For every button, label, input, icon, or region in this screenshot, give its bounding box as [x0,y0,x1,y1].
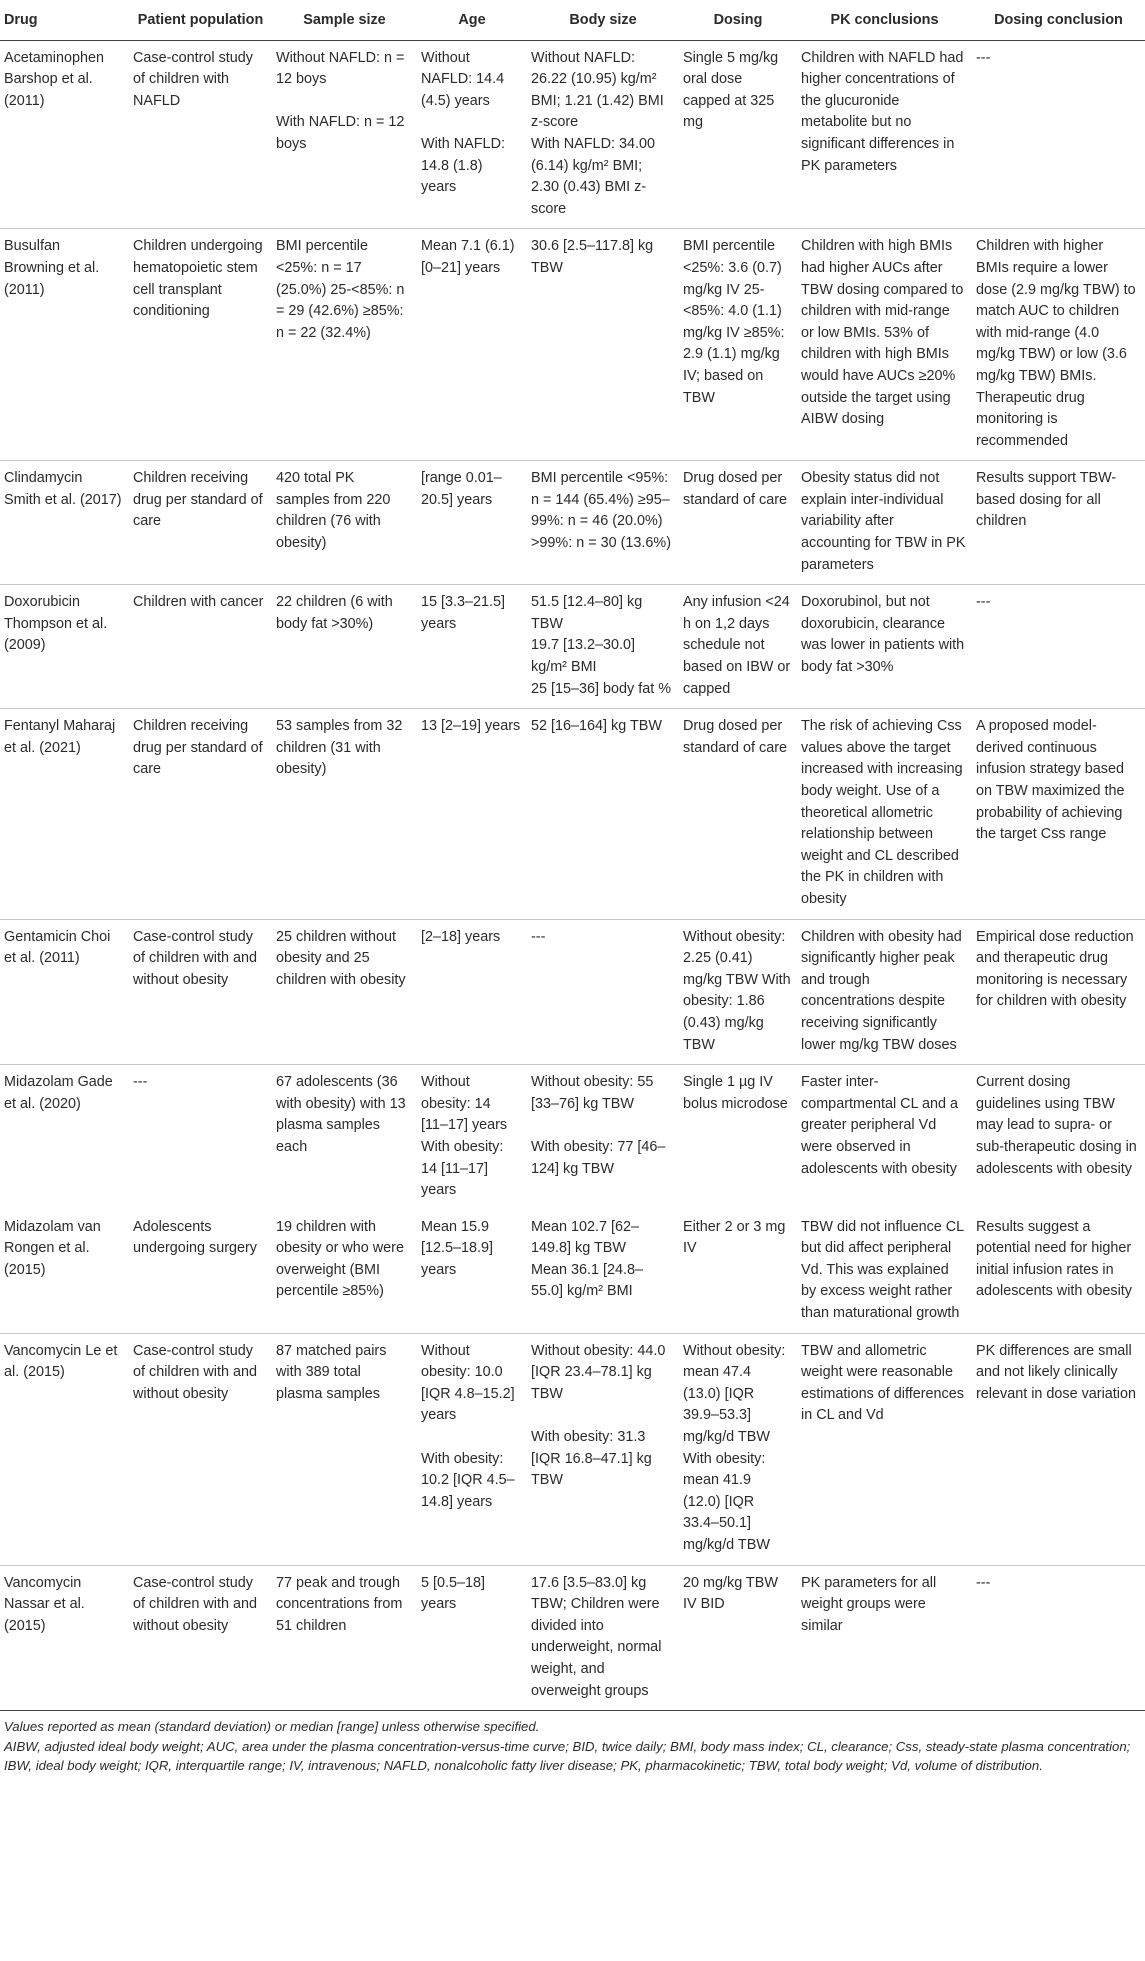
table-row [0,1333,1145,1565]
cell-age [417,40,527,229]
header-dosing-conclusion: Dosing conclusion [972,0,1145,40]
cell-pk-conclusions: TBW did not influence CL but did affect peripheral Vd. This was explained by excess weight rather than maturational growth [797,1210,972,1333]
cell-dosing: Without obesity: 2.25 (0.41) mg/kg TBW With obesity: 1.86 (0.43) mg/kg TBW [679,919,797,1065]
cell-body-size [527,1065,679,1210]
cell-age: Mean 7.1 (6.1) [0–21] years [417,229,527,461]
cell-body-size: 52 [16–164] kg TBW [527,709,679,919]
cell-pk-conclusions: Doxorubinol, but not doxorubicin, clearance was lower in patients with body fat >30% [797,585,972,709]
cell-age: 5 [0.5–18] years [417,1565,527,1711]
cell-sample-size [272,40,417,229]
cell-dosing: Drug dosed per standard of care [679,461,797,585]
cell-dosing: Single 5 mg/kg oral dose capped at 325 mg [679,40,797,229]
cell-dosing-conclusion: A proposed model-derived continuous infusion strategy based on TBW maximized the probability of achieving the target Css range [972,709,1145,919]
table-row [0,585,1145,709]
body-bmi: 19.7 [13.2–30.0] kg/m² BMI [531,637,636,676]
header-drug: Drug [0,0,129,40]
body-without: Without obesity: 44.0 [IQR 23.4–78.1] kg TBW [531,1342,666,1402]
cell-dosing: Drug dosed per standard of care [679,709,797,919]
table-row [0,1565,1145,1711]
cell-drug: Midazolam van Rongen et al. (2015) [0,1210,129,1333]
cell-population: Children receiving drug per standard of care [129,709,272,919]
header-dosing: Dosing [679,0,797,40]
cell-body-size: BMI percentile <95%: n = 144 (65.4%) ≥95–99%: n = 46 (20.0%) >99%: n = 30 (13.6%) [527,461,679,585]
cell-drug: Gentamicin Choi et al. (2011) [0,919,129,1065]
cell-age: [range 0.01–20.5] years [417,461,527,585]
sample-without: Without NAFLD: n = 12 boys [276,49,405,88]
cell-pk-conclusions: The risk of achieving Css values above the target increased with increasing body weight. Use of a theoretical allometric relationship between weight and CL described the PK in children with obesity [797,709,972,919]
cell-body-size: --- [527,919,679,1065]
cell-dosing-conclusion: Empirical dose reduction and therapeutic drug monitoring is necessary for children with obesity [972,919,1145,1065]
cell-population: Case-control study of children with NAFLD [129,40,272,229]
sample-with: With NAFLD: n = 12 boys [276,114,405,152]
cell-dosing-conclusion: Children with higher BMIs require a lower dose (2.9 mg/kg TBW) to match AUC to children with mid-range (4.0 mg/kg TBW) or low (3.6 mg/kg TBW) BMIs. Therapeutic drug monitoring is recommended [972,229,1145,461]
cell-population: Adolescents undergoing surgery [129,1210,272,1333]
cell-body-size [527,40,679,229]
body-weight: Mean 102.7 [62–149.8] kg TBW [531,1218,640,1257]
cell-body-size: 17.6 [3.5–83.0] kg TBW; Children were divided into underweight, normal weight, and overweight groups [527,1565,679,1711]
table-row [0,709,1145,919]
cell-pk-conclusions: Faster inter-compartmental CL and a greater peripheral Vd were observed in adolescents with obesity [801,1074,959,1177]
header-age: Age [417,0,527,40]
table-row [0,229,1145,461]
cell-dosing-conclusion: --- [972,1565,1145,1711]
body-fat: 25 [15–36] body fat % [531,680,672,697]
footnote-abbreviations: AIBW, adjusted ideal body weight; AUC, area under the plasma concentration-versus-time curve; BID, twice daily; BMI, body mass index; CL, clearance; Css, steady-state plasma concentration; IBW, ideal body weight; IQR, interquartile range; IV, intravenous; NAFLD, nonalcoholic fatty liver disease; PK, pharmacokinetic; TBW, total body weight; Vd, volume of distribution. [4,1738,1131,1774]
body-without: Without NAFLD: 26.22 (10.95) kg/m² BMI; 1.21 (1.42) BMI z-score [531,49,664,131]
cell-dosing: Single 1 µg IV bolus microdose [683,1074,788,1112]
cell-dosing-conclusion: --- [972,585,1145,709]
cell-dosing: 20 mg/kg TBW IV BID [679,1565,797,1711]
body-weight: 51.5 [12.4–80] kg TBW [531,594,643,632]
table-row [0,1065,1145,1210]
cell-population: Case-control study of children with and without obesity [129,1333,272,1565]
cell-drug: Fentanyl Maharaj et al. (2021) [0,709,129,919]
cell-population: Case-control study of children with and without obesity [129,919,272,1065]
cell-population: Children receiving drug per standard of care [129,461,272,585]
cell-dosing-conclusion: --- [972,40,1145,229]
age-with: With obesity: 10.2 [IQR 4.5–14.8] years [421,1450,515,1510]
cell-dosing-conclusion: Results support TBW-based dosing for all children [972,461,1145,585]
cell-age: [2–18] years [417,919,527,1065]
cell-dosing-conclusion: Current dosing guidelines using TBW may lead to supra- or sub-therapeutic dosing in adolescents with obesity [976,1074,1137,1177]
cell-sample-size: BMI percentile <25%: n = 17 (25.0%) 25-<85%: n = 29 (42.6%) ≥85%: n = 22 (32.4%) [272,229,417,461]
cell-age: Mean 15.9 [12.5–18.9] years [417,1210,527,1333]
table-row [0,40,1145,229]
cell-dosing: Either 2 or 3 mg IV [679,1210,797,1333]
cell-pk-conclusions: Children with obesity had significantly higher peak and trough concentrations despite receiving significantly lower mg/kg TBW doses [797,919,972,1065]
header-patient-population: Patient population [129,0,272,40]
cell-sample-size: 53 samples from 32 children (31 with obesity) [272,709,417,919]
footnote-values: Values reported as mean (standard deviation) or median [range] unless otherwise specified. [4,1719,540,1735]
cell-sample-size: 87 matched pairs with 389 total plasma samples [272,1333,417,1565]
body-bmi: Mean 36.1 [24.8–55.0] kg/m² BMI [531,1261,644,1300]
cell-pk-conclusions: PK parameters for all weight groups were similar [797,1565,972,1711]
table-row [0,919,1145,1065]
header-body-size: Body size [527,0,679,40]
cell-dosing-conclusion: Results suggest a potential need for higher initial infusion rates in adolescents with obesity [972,1210,1145,1333]
cell-drug: Clindamycin Smith et al. (2017) [0,461,129,585]
cell-sample-size: 67 adolescents (36 with obesity) with 13 plasma samples each [276,1074,406,1155]
body-with: With obesity: 77 [46–124] kg TBW [531,1138,666,1177]
cell-sample-size: 19 children with obesity or who were overweight (BMI percentile ≥85%) [272,1210,417,1333]
cell-drug: Midazolam Gade et al. (2020) [4,1074,113,1112]
cell-sample-size: 22 children (6 with body fat >30%) [272,585,417,709]
cell-drug: Doxorubicin Thompson et al. (2009) [0,585,129,709]
header-pk-conclusions: PK conclusions [797,0,972,40]
cell-population: Case-control study of children with and without obesity [129,1565,272,1711]
body-with: With obesity: 31.3 [IQR 16.8–47.1] kg TBW [531,1429,652,1489]
cell-pk-conclusions: Children with NAFLD had higher concentrations of the glucuronide metabolite but no significant differences in PK parameters [797,40,972,229]
age-without: Without NAFLD: 14.4 (4.5) years [421,49,505,109]
cell-drug: Vancomycin Le et al. (2015) [0,1333,129,1565]
cell-age: Without obesity: 14 [11–17] years With obesity: 14 [11–17] years [421,1074,508,1199]
table-row [0,1210,1145,1333]
cell-body-size [527,1333,679,1565]
table-footnotes [0,1711,1145,1776]
cell-pk-conclusions: TBW and allometric weight were reasonable estimations of differences in CL and Vd [797,1333,972,1565]
cell-dosing: Any infusion <24 h on 1,2 days schedule not based on IBW or capped [679,585,797,709]
table-row [0,461,1145,585]
cell-dosing: Without obesity: mean 47.4 (13.0) [IQR 39.9–53.3] mg/kg/d TBW With obesity: mean 41.9 (12.0) [IQR 33.4–50.1] mg/kg/d TBW [679,1333,797,1565]
cell-drug: Acetaminophen Barshop et al. (2011) [0,40,129,229]
cell-sample-size: 25 children without obesity and 25 children with obesity [272,919,417,1065]
body-with: With NAFLD: 34.00 (6.14) kg/m² BMI; 2.30 (0.43) BMI z-score [531,135,655,217]
cell-sample-size: 420 total PK samples from 220 children (76 with obesity) [272,461,417,585]
body-without: Without obesity: 55 [33–76] kg TBW [531,1074,654,1112]
age-without: Without obesity: 10.0 [IQR 4.8–15.2] years [421,1342,515,1424]
cell-sample-size: 77 peak and trough concentrations from 51 children [272,1565,417,1711]
cell-population: Children undergoing hematopoietic stem cell transplant conditioning [129,229,272,461]
cell-body-size [527,1210,679,1333]
header-sample-size: Sample size [272,0,417,40]
cell-age: 13 [2–19] years [417,709,527,919]
cell-population: Children with cancer [129,585,272,709]
cell-population: --- [133,1074,148,1091]
cell-age [417,1333,527,1565]
cell-pk-conclusions: Obesity status did not explain inter-individual variability after accounting for TBW in PK parameters [797,461,972,585]
cell-dosing: BMI percentile <25%: 3.6 (0.7) mg/kg IV 25-<85%: 4.0 (1.1) mg/kg IV ≥85%: 2.9 (1.1) mg/kg IV; based on TBW [679,229,797,461]
cell-dosing-conclusion: PK differences are small and not likely clinically relevant in dose variation [972,1333,1145,1565]
cell-body-size [527,585,679,709]
cell-body-size: 30.6 [2.5–117.8] kg TBW [527,229,679,461]
cell-drug: Busulfan Browning et al. (2011) [0,229,129,461]
cell-age: 15 [3.3–21.5] years [417,585,527,709]
cell-drug: Vancomycin Nassar et al. (2015) [0,1565,129,1711]
age-with: With NAFLD: 14.8 (1.8) years [421,135,505,196]
cell-pk-conclusions: Children with high BMIs had higher AUCs after TBW dosing compared to children with mid-range or low BMIs. 53% of children with high BMIs would have AUCs ≥20% outside the target using AIBW dosing [797,229,972,461]
header-row [0,0,1145,40]
